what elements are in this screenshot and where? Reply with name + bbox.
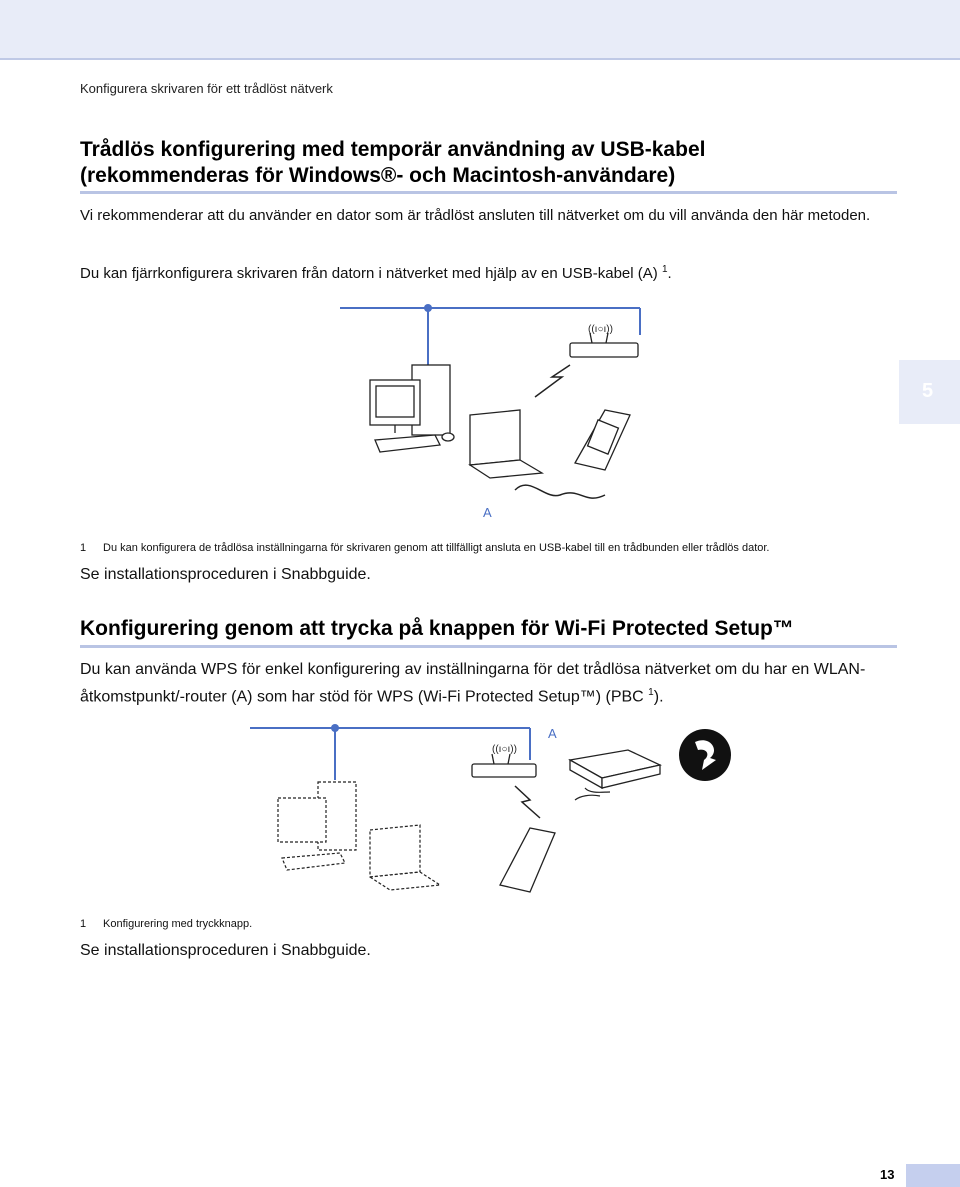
laptop-icon: [370, 825, 440, 890]
laptop-icon: [470, 410, 542, 478]
svg-text:((ı○ı)): ((ı○ı)): [588, 324, 613, 335]
wps-text-end: ).: [653, 688, 664, 706]
figure-label-a: A: [483, 505, 492, 520]
wps-paragraph: [80, 658, 895, 708]
recommendation-paragraph: Vi rekommenderar att du använder en dator som är trådlöst ansluten till nätverket om du vill använda den här metoden.: [80, 207, 871, 224]
desktop-computer-icon: [370, 365, 454, 452]
router-icon: [570, 324, 638, 357]
footnote-usb: [80, 542, 769, 554]
footnote-number: 1: [80, 542, 87, 554]
wps-logo-icon: [679, 729, 731, 781]
wireless-signal-icon: [515, 786, 540, 818]
installation-reference: Se installationsproceduren i Snabbguide.: [80, 942, 371, 959]
section-title-usb: [80, 137, 705, 189]
wps-setup-figure: [240, 720, 740, 900]
desktop-computer-icon: [278, 782, 356, 870]
running-header: Konfigurera skrivaren för ett trådlöst nätverk: [80, 81, 333, 96]
usb-setup-figure: [330, 295, 660, 525]
network-node: [424, 304, 432, 312]
svg-text:((ı○ı)): ((ı○ı)): [492, 744, 517, 755]
label-printer-icon: [500, 828, 555, 892]
footnote-text: Du kan konfigurera de trådlösa inställningarna för skrivaren genom att tillfälligt ansluta en USB-kabel till en trådbunden eller trådlös dator.: [103, 542, 770, 554]
footnote-ref: 1: [661, 264, 668, 275]
section-title-usb-line2: (rekommenderas för Windows®- och Macintosh-användare): [80, 164, 676, 187]
hand-pressing-button-icon: [575, 788, 610, 800]
wps-text: Du kan använda WPS för enkel konfigurering av inställningarna för det trådlösa nätverket om du har en WLAN-åtkomstpunkt/-router (A) som har stöd för WPS (Wi-Fi Protected Setup™) (PBC: [80, 661, 866, 706]
figure-label-a: A: [548, 726, 557, 741]
page-tab: [906, 1164, 960, 1187]
remote-config-end: .: [667, 265, 672, 282]
title-underline: [80, 191, 897, 194]
access-point-icon: [570, 750, 660, 788]
footnote-wps: [80, 918, 252, 930]
footnote-text: Konfigurering med tryckknapp.: [103, 918, 253, 930]
usb-cable: [515, 485, 605, 498]
footnote-ref: 1: [648, 687, 654, 698]
top-band: [0, 0, 960, 60]
footnote-number: 1: [80, 918, 87, 930]
chapter-number: 5: [922, 380, 934, 402]
installation-reference: Se installationsproceduren i Snabbguide.: [80, 566, 371, 583]
section-title-wps: Konfigurering genom att trycka på knappen för Wi-Fi Protected Setup™: [80, 617, 794, 640]
remote-config-paragraph: [80, 259, 672, 285]
title-underline: [80, 645, 897, 648]
router-icon: [472, 744, 536, 777]
label-printer-icon: [575, 410, 630, 470]
page-number: 13: [880, 1167, 895, 1182]
wireless-signal-icon: [535, 365, 570, 397]
remote-config-text: Du kan fjärrkonfigurera skrivaren från datorn i nätverket med hjälp av en USB-kabel (A): [80, 265, 658, 282]
section-title-usb-line1: Trådlös konfigurering med temporär användning av USB-kabel: [80, 138, 706, 161]
